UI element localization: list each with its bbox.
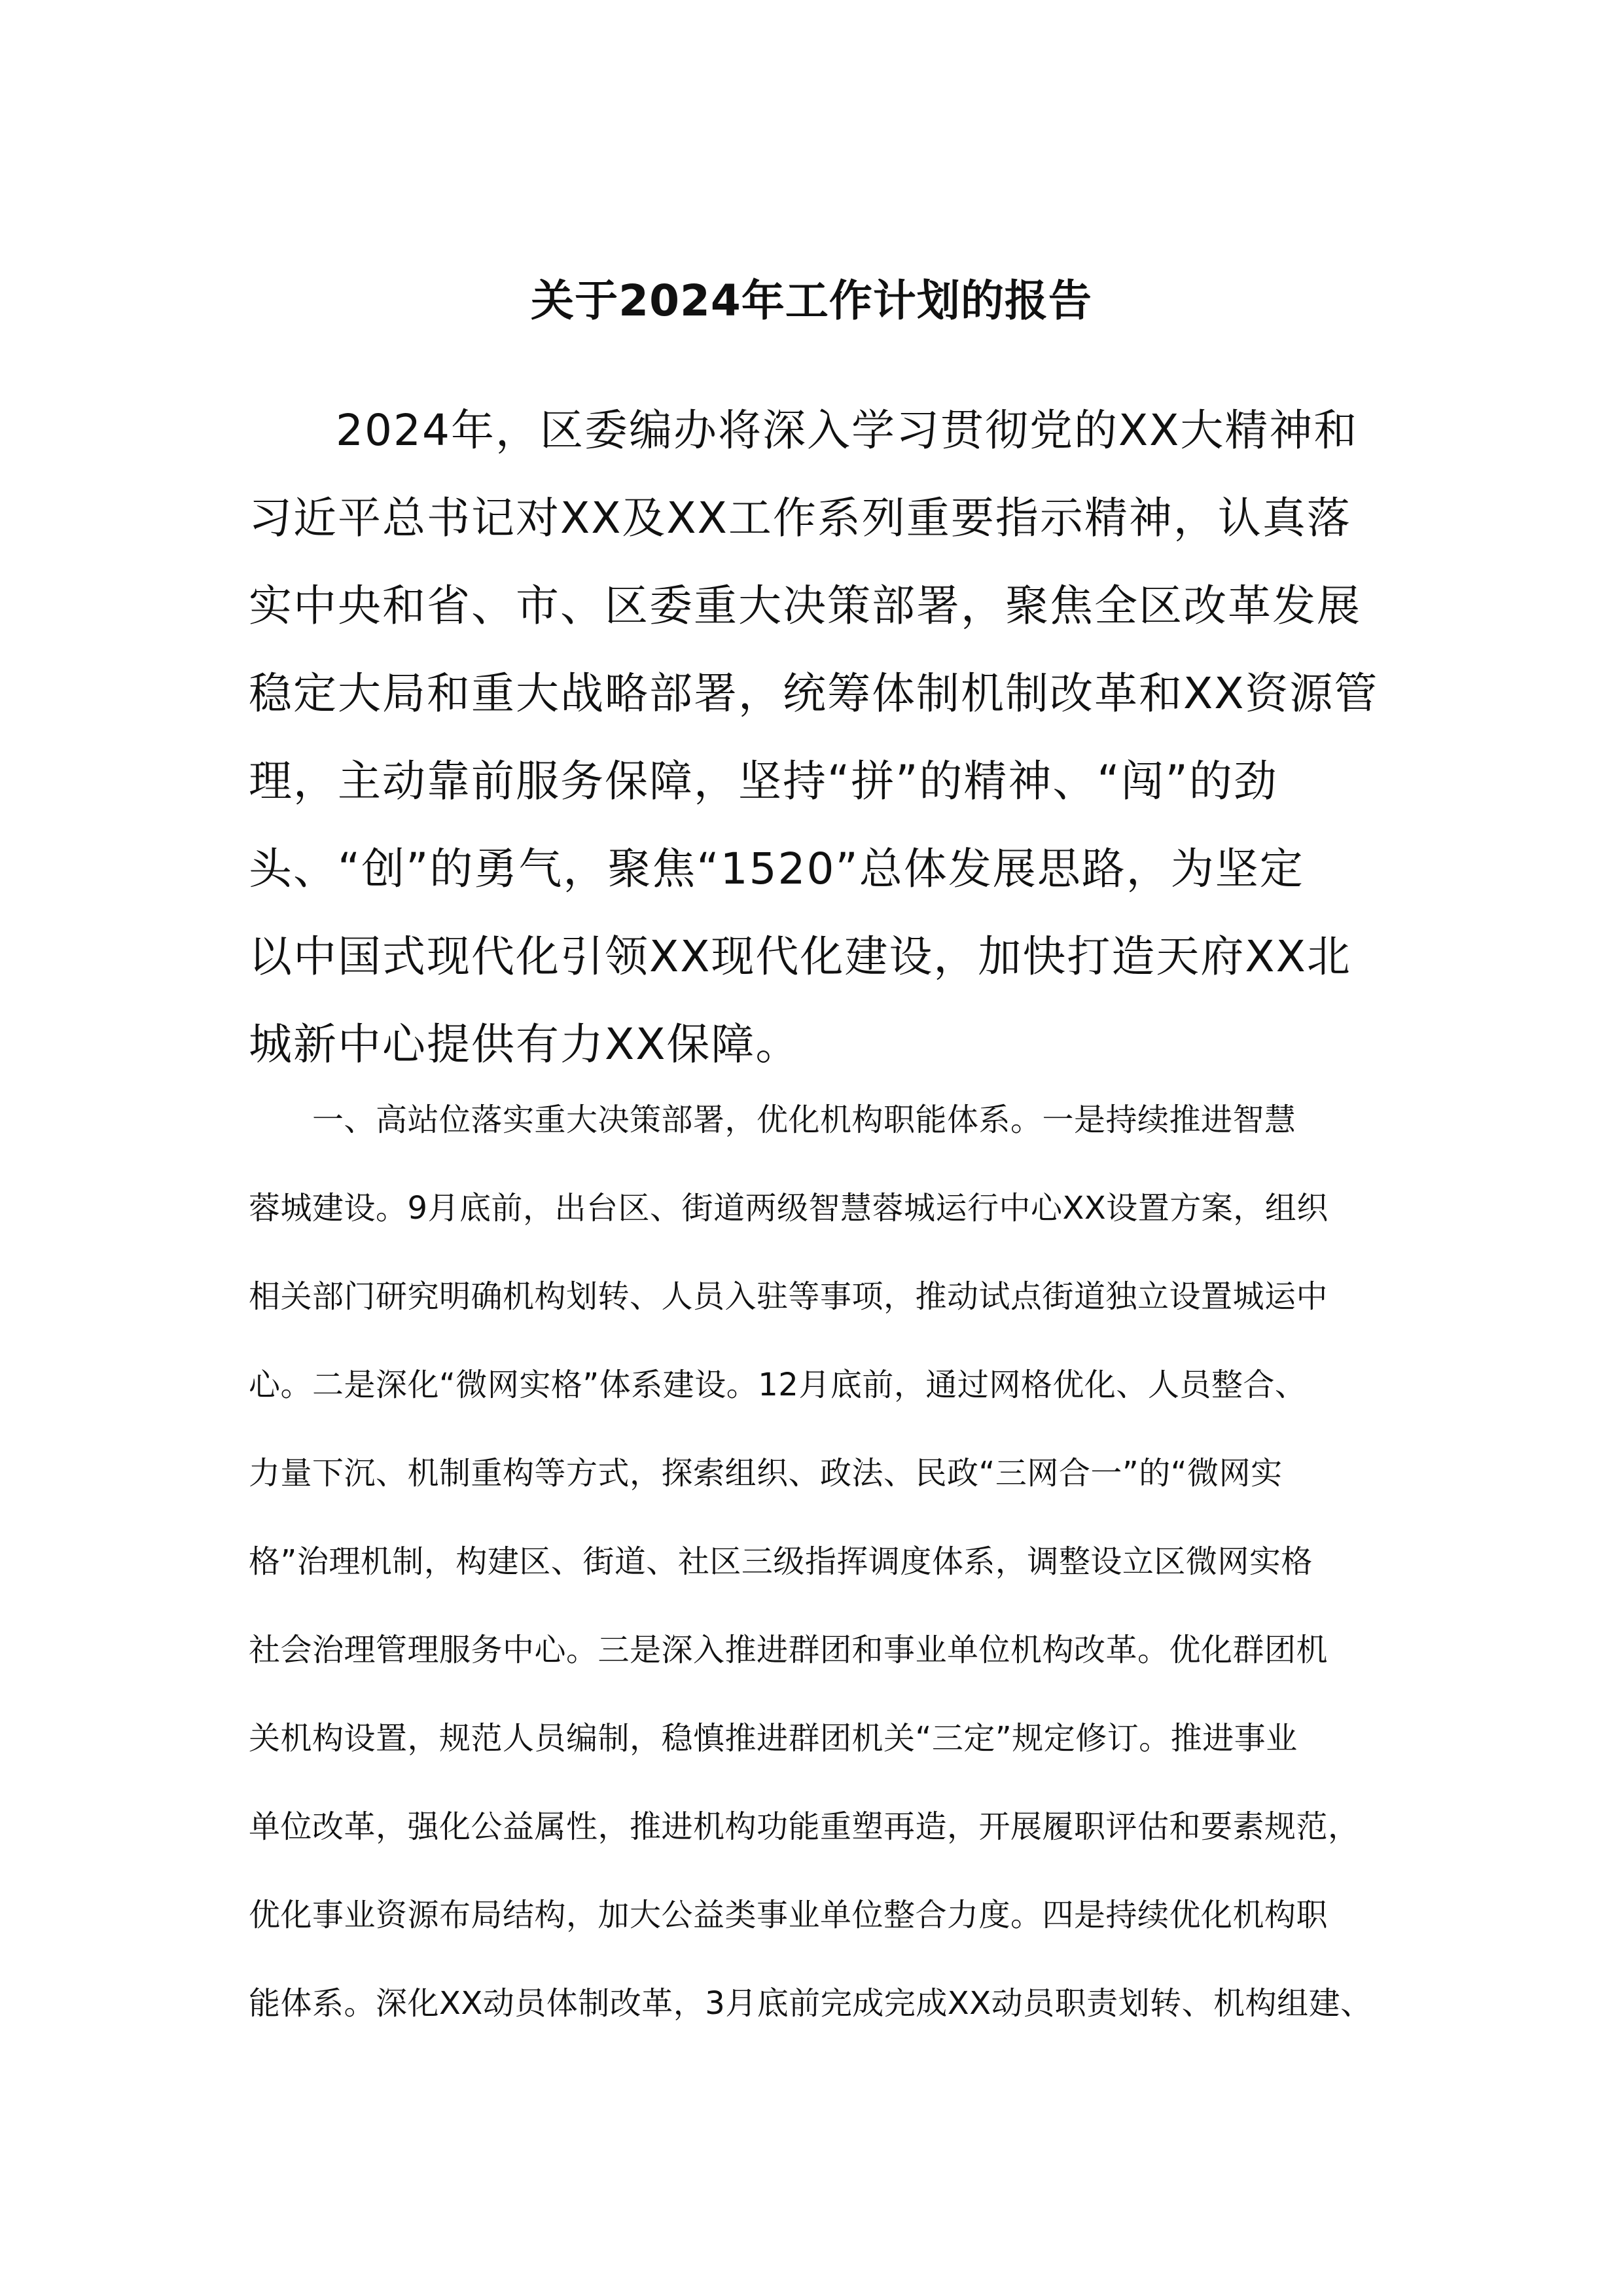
body-line: 相关部门研究明确机构划转、人员入驻等事项，推动试点街道独立设置城运中 [249,1278,1329,1315]
body-line: 蓉城建设。9月底前，出台区、街道两级智慧蓉城运行中心XX设置方案，组织 [249,1190,1329,1227]
document-title: 关于2024年工作计划的报告 [531,276,1092,326]
body-line: 优化事业资源布局结构，加大公益类事业单位整合力度。四是持续优化机构职 [249,1897,1329,1933]
lead-line: 城新中心提供有力XX保障。 [249,1019,800,1069]
body-line: 心。二是深化“微网实格”体系建设。12月底前，通过网格优化、人员整合、 [249,1367,1307,1403]
body-line: 一、高站位落实重大决策部署，优化机构职能体系。一是持续推进智慧 [312,1102,1296,1138]
lead-line: 2024年，区委编办将深入学习贯彻党的XX大精神和 [336,405,1359,456]
lead-line: 头、“创”的勇气，聚焦“1520”总体发展思路，为坚定 [249,844,1304,894]
body-line: 单位改革，强化公益属性，推进机构功能重塑再造，开展履职评估和要素规范， [249,1808,1360,1845]
body-line: 关机构设置，规范人员编制，稳慎推进群团机关“三定”规定修订。推进事业 [249,1720,1298,1757]
body-line: 格”治理机制，构建区、街道、社区三级指挥调度体系，调整设立区微网实格 [249,1543,1313,1580]
body-line: 力量下沉、机制重构等方式，探索组织、政法、民政“三网合一”的“微网实 [249,1455,1283,1492]
lead-line: 稳定大局和重大战略部署，统筹体制机制改革和XX资源管 [249,668,1379,719]
body-line: 能体系。深化XX动员体制改革，3月底前完成完成XX动员职责划转、机构组建、 [249,1985,1372,2022]
lead-line: 实中央和省、市、区委重大决策部署，聚焦全区改革发展 [249,581,1361,631]
lead-line: 理，主动靠前服务保障，坚持“拼”的精神、“闯”的劲 [249,756,1278,806]
body-line: 社会治理管理服务中心。三是深入推进群团和事业单位机构改革。优化群团机 [249,1632,1329,1668]
lead-line: 习近平总书记对XX及XX工作系列重要指示精神，认真落 [249,493,1351,543]
lead-line: 以中国式现代化引领XX现代化建设，加快打造天府XX北 [249,931,1351,982]
